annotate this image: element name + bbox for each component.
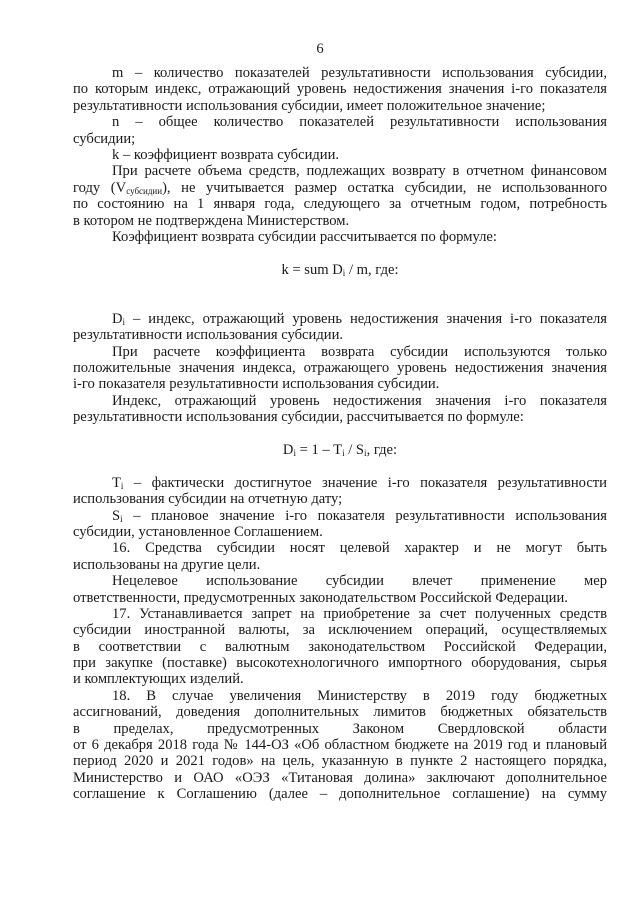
text-run: i-го показателя результативности использования субсидии. (73, 376, 440, 393)
text-line (73, 114, 607, 130)
text-run: субсидии, установленное Соглашением. (73, 523, 323, 540)
text-run: положительные значения индекса, отражающего уровень недостижения значения (73, 360, 607, 377)
text-line (73, 344, 607, 360)
text-run: T (112, 474, 121, 491)
text-run: результативности использования субсидии, рассчитывается по формуле: (73, 409, 524, 426)
text-line (73, 557, 607, 573)
text-line (73, 360, 607, 376)
text-run: ), не учитывается размер остатка субсидии, не использованного (162, 179, 607, 196)
text-run: При расчете объема средств, подлежащих возврату в отчетном финансовом (112, 163, 607, 180)
text-run: При расчете коэффициента возврата субсидии используются только (112, 343, 607, 360)
text-line (73, 753, 607, 769)
blank-line (73, 426, 607, 442)
text-line (73, 688, 607, 704)
text-line (73, 81, 607, 97)
subscript: i (293, 447, 296, 458)
text-run: / m, где: (345, 261, 399, 278)
text-run: в пределах, предусмотренных Законом Свердловской области (73, 720, 607, 737)
text-line (73, 606, 607, 622)
text-run: k = sum D (281, 261, 343, 278)
text-run: в котором не подтверждена Министерством. (73, 212, 350, 229)
text-run: по которым индекс, отражающий уровень недостижения значения i-го показателя (73, 81, 607, 98)
subscript: i (120, 513, 123, 524)
blank-line (73, 458, 607, 474)
formula-line (73, 262, 607, 278)
text-run: Нецелевое использование субсидии влечет применение мер (112, 573, 607, 590)
formula-line (73, 442, 607, 458)
subscript: субсидии (126, 185, 163, 196)
text-run: субсидии иностранной валюты, за исключением операций, осуществляемых (73, 622, 607, 639)
text-run: – индекс, отражающий уровень недостижения значения i-го показателя (125, 310, 607, 327)
text-line (73, 639, 607, 655)
text-run: период 2020 и 2021 годов» на цель, указанную в пункте 2 настоящего порядка, (73, 753, 607, 770)
body-text (73, 65, 607, 803)
text-run: 18. В случае увеличения Министерству в 2019 году бюджетных (112, 687, 607, 704)
subscript: i (342, 267, 346, 278)
text-line (73, 786, 607, 802)
subscript: i (364, 447, 367, 458)
text-run: ассигнований, доведения дополнительных лимитов бюджетных обязательств (73, 704, 607, 721)
text-run: при закупке (поставке) высокотехнологичного импортного оборудования, сырья (73, 655, 607, 672)
text-run: Коэффициент возврата субсидии рассчитывается по формуле: (112, 228, 497, 245)
text-run: году (V (73, 179, 127, 196)
text-line (73, 721, 607, 737)
text-line (73, 327, 607, 343)
text-run: , где: (366, 441, 398, 458)
text-line (73, 393, 607, 409)
text-run: S (112, 507, 121, 524)
text-line (73, 376, 607, 392)
text-run: в соответствии с валютным законодательством Российской Федерации, (73, 638, 607, 655)
text-run: по состоянию на 1 января года, следующего за отчетным годом, потребность (73, 196, 607, 213)
page-number: 6 (316, 41, 324, 57)
text-run: использованы на другие цели. (73, 556, 261, 573)
text-run: Министерство и ОАО «ОЭЗ «Титановая долина» заключают дополнительное (73, 769, 607, 786)
text-run: и комплектующих изделий. (73, 671, 244, 688)
text-line (73, 540, 607, 556)
blank-line (73, 278, 607, 294)
text-line (73, 508, 607, 524)
text-line (73, 98, 607, 114)
text-line (73, 475, 607, 491)
text-line (73, 770, 607, 786)
text-line (73, 704, 607, 720)
text-run: k – коэффициент возврата субсидии. (112, 146, 340, 163)
blank-line (73, 294, 607, 310)
text-line (73, 491, 607, 507)
text-run: результативности использования субсидии, имеет положительное значение; (73, 97, 546, 114)
text-run: ответственности, предусмотренных законодательством Российской Федерации. (73, 589, 568, 606)
text-run: 17. Устанавливается запрет на приобретение за счет полученных средств (112, 605, 607, 622)
subscript: i (122, 316, 126, 327)
text-run: – фактически достигнутое значение i-го показателя результативности (123, 474, 607, 491)
text-run: субсидии; (73, 130, 136, 147)
text-line (73, 590, 607, 606)
text-run: использования субсидии на отчетную дату; (73, 491, 343, 508)
text-line (73, 147, 607, 163)
text-run: D (112, 310, 123, 327)
text-line (73, 622, 607, 638)
text-line (73, 213, 607, 229)
text-line (73, 737, 607, 753)
text-line (73, 524, 607, 540)
text-line (73, 196, 607, 212)
text-line (73, 131, 607, 147)
text-run: / S (344, 441, 365, 458)
text-run: 16. Средства субсидии носят целевой характер и не могут быть (112, 540, 607, 557)
subscript: i (342, 447, 345, 458)
text-line (73, 229, 607, 245)
text-run: соглашение к Соглашению (далее – дополнительное соглашение) на сумму (73, 786, 607, 803)
text-run: = 1 – T (295, 441, 343, 458)
text-line (73, 163, 607, 179)
text-line (73, 655, 607, 671)
blank-line (73, 245, 607, 261)
text-line (73, 180, 607, 196)
text-line (73, 65, 607, 81)
text-line (73, 671, 607, 687)
text-run: m – количество показателей результативности использования субсидии, (112, 65, 607, 81)
text-line (73, 311, 607, 327)
text-run: n – общее количество показателей результативности использования (112, 114, 607, 131)
subscript: i (120, 480, 124, 491)
text-line (73, 409, 607, 425)
text-run: D (282, 441, 294, 458)
text-run: от 6 декабря 2018 года № 144-ОЗ «Об областном бюджете на 2019 год и плановый (73, 737, 607, 754)
text-run: Индекс, отражающий уровень недостижения значения i-го показателя (112, 392, 607, 409)
text-run: результативности использования субсидии. (73, 327, 344, 344)
text-run: – плановое значение i-го показателя результативности использования (122, 507, 607, 524)
text-line (73, 573, 607, 589)
